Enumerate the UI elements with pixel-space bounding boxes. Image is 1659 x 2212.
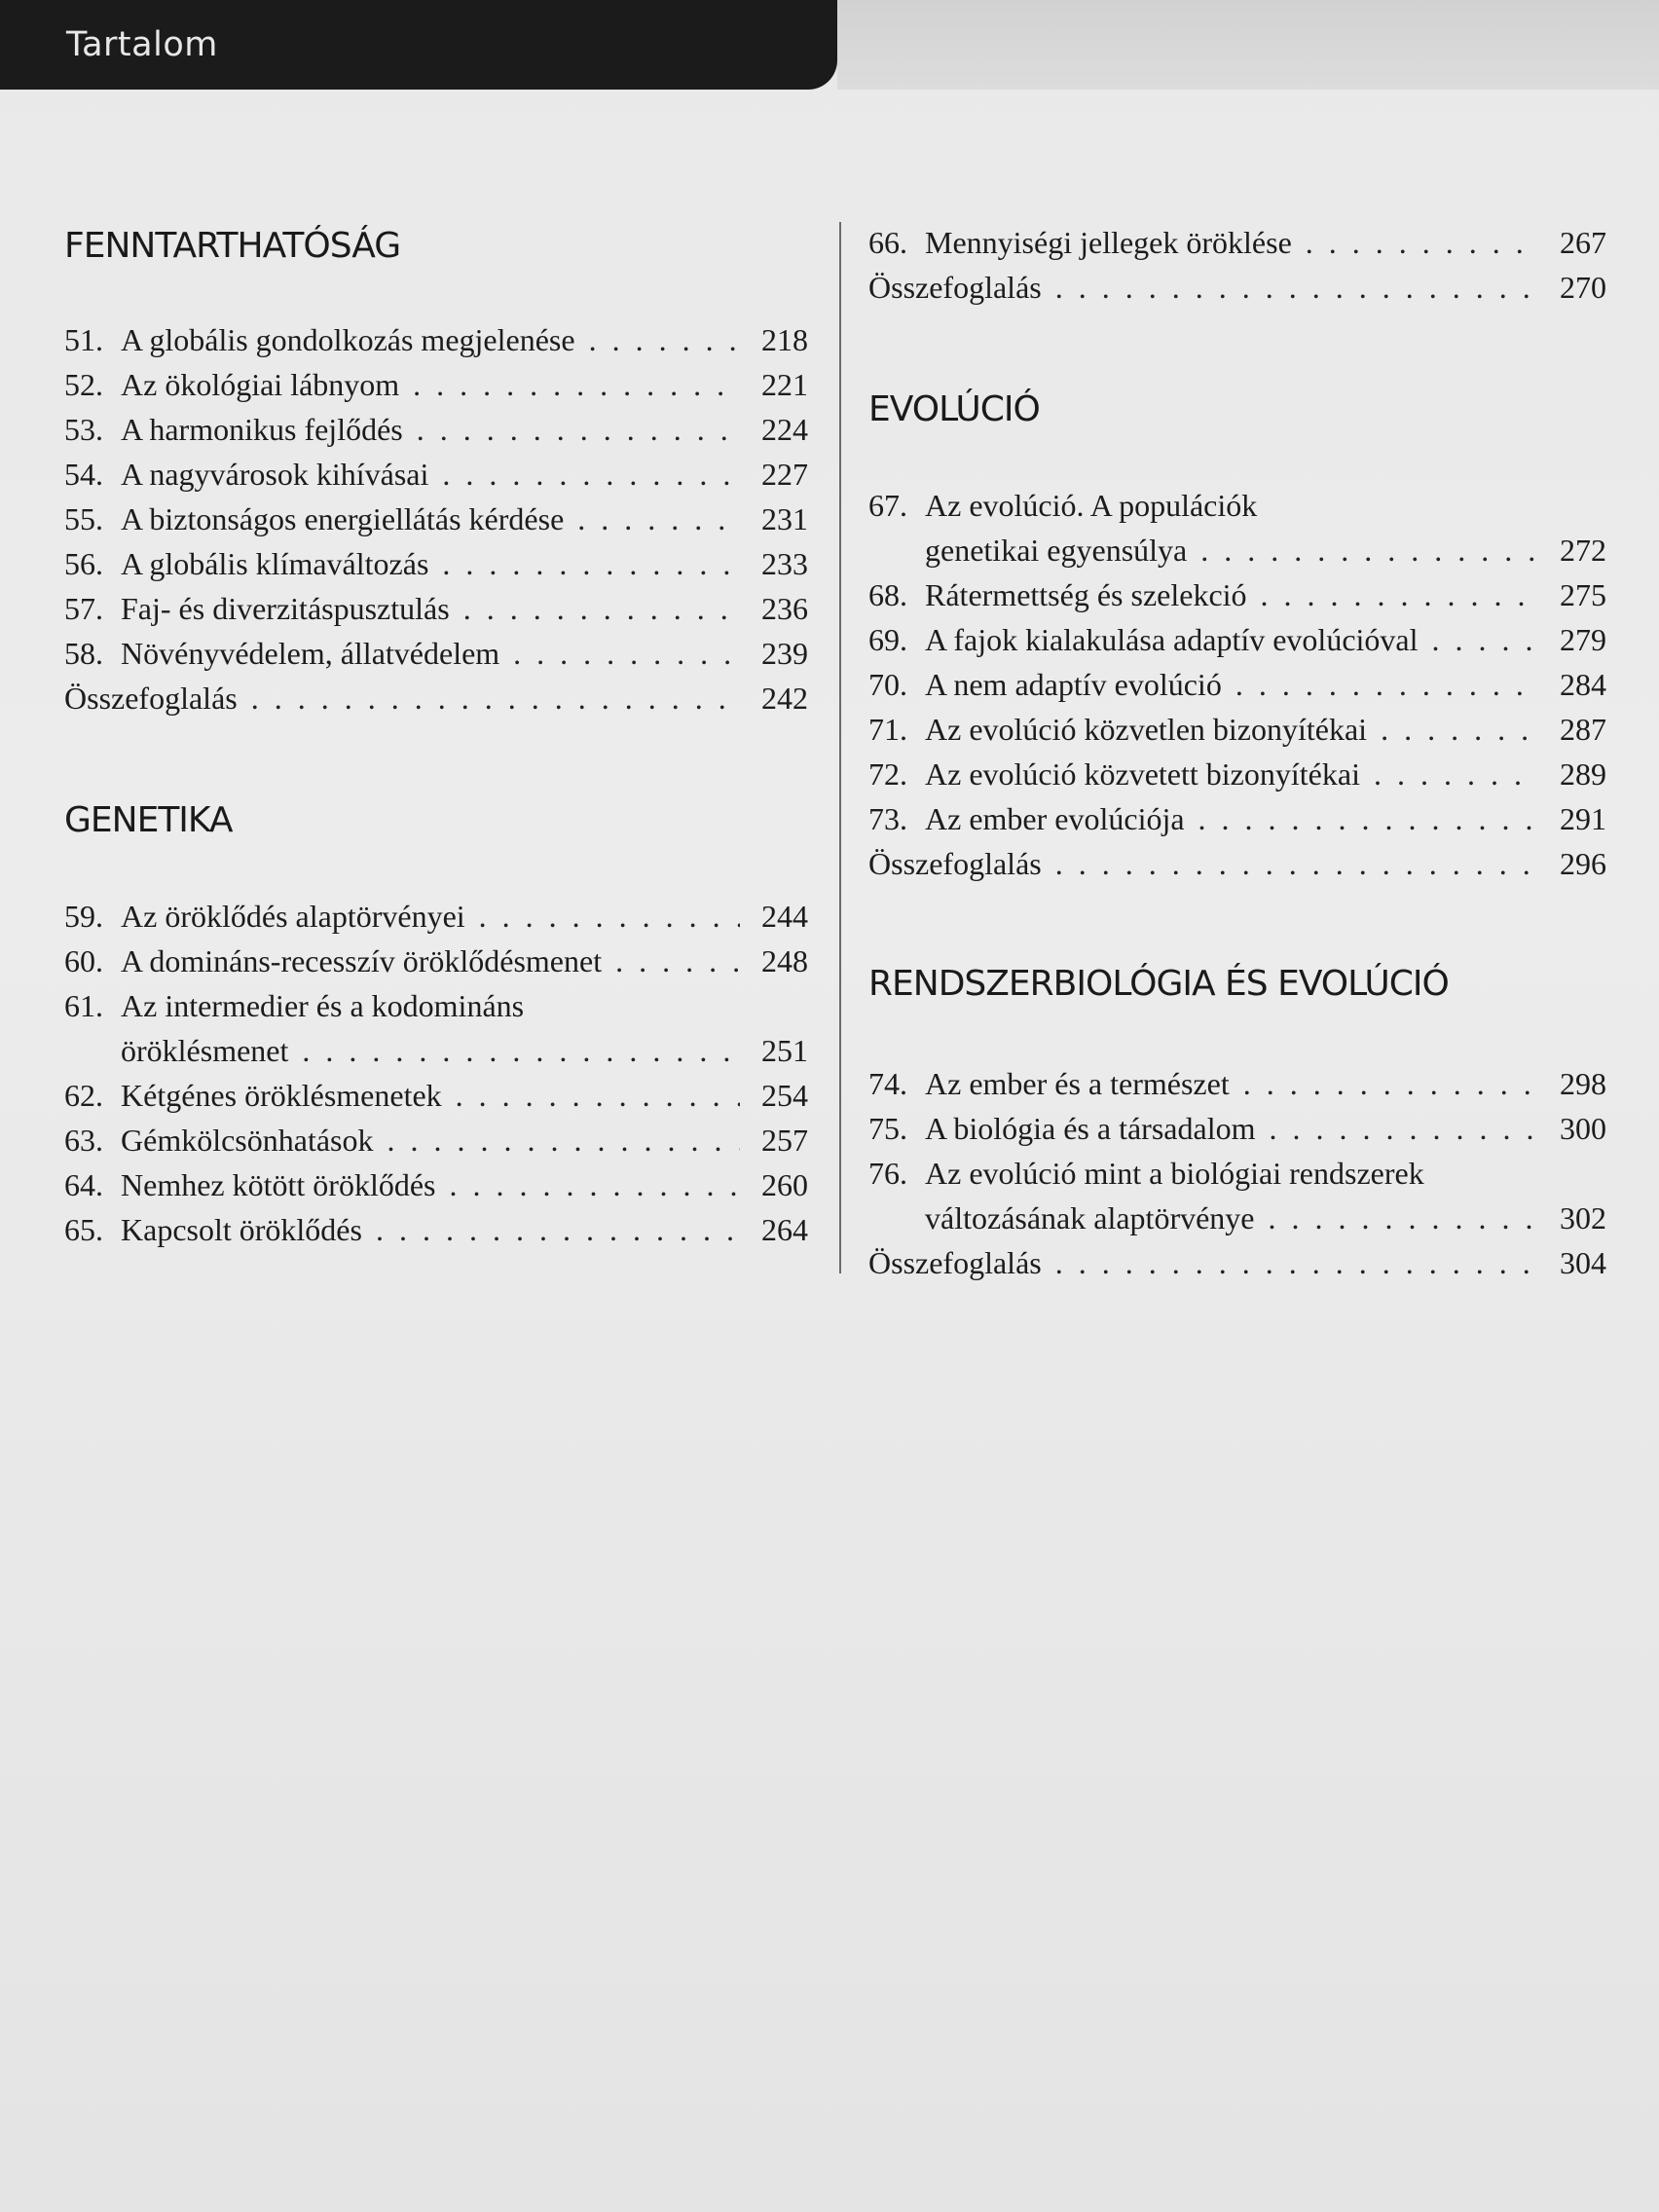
toc-entry-60[interactable]	[64, 939, 808, 983]
entry-title: Rátermettség és szelekció	[925, 577, 1247, 612]
leader-dots	[463, 586, 740, 631]
toc-entry-58[interactable]	[64, 631, 808, 676]
leader-dots	[615, 939, 740, 983]
entry-number: 56.	[64, 546, 103, 581]
toc-entry-summary[interactable]	[868, 1240, 1606, 1285]
entry-title: A nagyvárosok kihívásai	[121, 457, 429, 492]
entry-page: 260	[761, 1167, 808, 1202]
entry-title: A domináns-recesszív öröklődésmenet	[121, 943, 603, 978]
section-title-genetika: GENETIKA	[64, 800, 233, 840]
leader-dots	[1269, 1196, 1539, 1240]
leader-dots	[589, 317, 740, 362]
entry-page: 257	[761, 1123, 808, 1158]
entry-title: Kétgénes öröklésmenetek	[121, 1078, 442, 1113]
leader-dots	[442, 452, 740, 497]
leader-dots	[449, 1162, 740, 1207]
toc-entry-74[interactable]	[868, 1061, 1606, 1106]
header-tab	[0, 0, 837, 90]
toc-entry-54[interactable]	[64, 452, 808, 497]
entry-page: 270	[1560, 270, 1606, 305]
entry-title: Az evolúció közvetett bizonyítékai	[925, 756, 1360, 792]
entry-number: 74.	[868, 1066, 907, 1101]
leader-dots	[1269, 1106, 1538, 1151]
leader-dots	[1432, 617, 1539, 662]
toc-entry-65[interactable]	[64, 1207, 808, 1252]
entry-number: 73.	[868, 801, 907, 836]
entry-title: öröklésmenet	[121, 1033, 289, 1068]
leader-dots	[387, 1118, 741, 1162]
entry-number: 51.	[64, 322, 103, 357]
toc-entry-70[interactable]	[868, 662, 1606, 707]
toc-entry-69[interactable]	[868, 617, 1606, 662]
toc-entry-72[interactable]	[868, 752, 1606, 796]
entry-page: 298	[1560, 1066, 1606, 1101]
leader-dots	[413, 362, 740, 407]
entry-title: Mennyiségi jellegek öröklése	[925, 225, 1292, 260]
toc-entry-summary[interactable]	[868, 265, 1606, 310]
entry-page: 231	[761, 501, 808, 536]
entry-page: 227	[761, 457, 808, 492]
leader-dots	[1055, 841, 1538, 886]
leader-dots	[251, 676, 740, 720]
entry-page: 272	[1560, 533, 1606, 568]
entry-page: 221	[761, 367, 808, 402]
entry-title: Az evolúció közvetlen bizonyítékai	[925, 712, 1368, 747]
leader-dots	[577, 497, 740, 541]
toc-entry-67[interactable]	[868, 483, 1606, 528]
entry-page: 264	[761, 1212, 808, 1247]
entry-number: 61.	[64, 988, 103, 1023]
entry-page: 244	[761, 899, 808, 934]
entry-title: A fajok kialakulása adaptív evolúcióval	[925, 622, 1419, 657]
entry-title: Faj- és diverzitáspusztulás	[121, 591, 450, 626]
toc-entry-75[interactable]	[868, 1106, 1606, 1151]
toc-entry-64[interactable]	[64, 1162, 808, 1207]
header-band	[837, 0, 1659, 90]
leader-dots	[1381, 707, 1538, 752]
leader-dots	[442, 541, 740, 586]
entry-number: 63.	[64, 1123, 103, 1158]
entry-title: Kapcsolt öröklődés	[121, 1212, 362, 1247]
toc-entry-62[interactable]	[64, 1073, 808, 1118]
leader-dots	[456, 1073, 740, 1118]
toc-entry-61-cont[interactable]	[64, 1028, 808, 1073]
section-title-fenntarthatosag: FENNTARTHATÓSÁG	[64, 226, 401, 266]
entry-number: 55.	[64, 501, 103, 536]
entry-title: Az ökológiai lábnyom	[121, 367, 400, 402]
toc-entry-51[interactable]	[64, 317, 808, 362]
toc-entry-71[interactable]	[868, 707, 1606, 752]
toc-entry-53[interactable]	[64, 407, 808, 452]
toc-entry-57[interactable]	[64, 586, 808, 631]
entry-number: 66.	[868, 225, 907, 260]
toc-entry-61[interactable]	[64, 983, 808, 1028]
entry-number: 72.	[868, 756, 907, 792]
entry-number: 60.	[64, 943, 103, 978]
entry-number: 57.	[64, 591, 103, 626]
leader-dots	[1374, 752, 1538, 796]
entry-title: Az öröklődés alaptörvényei	[121, 899, 465, 934]
entry-title: Összefoglalás	[64, 681, 238, 716]
leader-dots	[1200, 528, 1538, 572]
column-divider	[839, 222, 841, 1273]
entry-page: 254	[761, 1078, 808, 1113]
entry-page: 236	[761, 591, 808, 626]
entry-number: 64.	[64, 1167, 103, 1202]
entry-title: Összefoglalás	[868, 270, 1042, 305]
entry-title: Az ember evolúciója	[925, 801, 1185, 836]
entry-page: 289	[1560, 756, 1606, 792]
toc-entry-52[interactable]	[64, 362, 808, 407]
entry-page: 291	[1560, 801, 1606, 836]
entry-page: 242	[761, 681, 808, 716]
entry-page: 300	[1560, 1111, 1606, 1146]
entry-page: 287	[1560, 712, 1606, 747]
entry-title: genetikai egyensúlya	[925, 533, 1188, 568]
page-title: Tartalom	[66, 25, 218, 64]
toc-entry-summary[interactable]	[868, 841, 1606, 886]
entry-title: Nemhez kötött öröklődés	[121, 1167, 436, 1202]
entry-title: változásának alaptörvénye	[925, 1200, 1255, 1235]
toc-entry-76-cont[interactable]	[868, 1196, 1606, 1240]
entry-page: 239	[761, 636, 808, 671]
entry-number: 59.	[64, 899, 103, 934]
leader-dots	[1243, 1061, 1538, 1106]
entry-page: 279	[1560, 622, 1606, 657]
entry-title: A biológia és a társadalom	[925, 1111, 1256, 1146]
leader-dots	[1261, 572, 1538, 617]
entry-page: 248	[761, 943, 808, 978]
entry-title: A globális klímaváltozás	[121, 546, 429, 581]
leader-dots	[1235, 662, 1538, 707]
entry-page: 275	[1560, 577, 1606, 612]
leader-dots	[1306, 220, 1538, 265]
entry-number: 53.	[64, 412, 103, 447]
entry-number: 67.	[868, 488, 907, 523]
toc-entry-55[interactable]	[64, 497, 808, 541]
entry-title: A globális gondolkozás megjelenése	[121, 322, 575, 357]
entry-title: Növényvédelem, állatvédelem	[121, 636, 500, 671]
leader-dots	[479, 894, 740, 939]
entry-page: 296	[1560, 846, 1606, 881]
entry-title: Az intermedier és a kodomináns	[121, 988, 525, 1023]
entry-page: 224	[761, 412, 808, 447]
entry-title: A biztonságos energiellátás kérdése	[121, 501, 565, 536]
toc-entry-66[interactable]	[868, 220, 1606, 265]
entry-number: 75.	[868, 1111, 907, 1146]
entry-page: 284	[1560, 667, 1606, 702]
leader-dots	[1198, 796, 1538, 841]
entry-title: Az evolúció. A populációk	[925, 488, 1258, 523]
toc-entry-63[interactable]	[64, 1118, 808, 1162]
leader-dots	[1055, 1240, 1538, 1285]
entry-title: Az evolúció mint a biológiai rendszerek	[925, 1156, 1424, 1191]
leader-dots	[1055, 265, 1538, 310]
toc-entry-73[interactable]	[868, 796, 1606, 841]
toc-entry-68[interactable]	[868, 572, 1606, 617]
entry-number: 69.	[868, 622, 907, 657]
section-title-rendszerbiologia: RENDSZERBIOLÓGIA ÉS EVOLÚCIÓ	[868, 964, 1449, 1004]
entry-page: 267	[1560, 225, 1606, 260]
entry-number: 58.	[64, 636, 103, 671]
entry-number: 54.	[64, 457, 103, 492]
toc-entry-67-cont[interactable]	[868, 528, 1606, 572]
entry-title: Összefoglalás	[868, 1245, 1042, 1280]
entry-page: 304	[1560, 1245, 1606, 1280]
entry-number: 71.	[868, 712, 907, 747]
entry-title: A nem adaptív evolúció	[925, 667, 1222, 702]
entry-title: Az ember és a természet	[925, 1066, 1230, 1101]
entry-number: 65.	[64, 1212, 103, 1247]
toc-entry-59[interactable]	[64, 894, 808, 939]
leader-dots	[376, 1207, 740, 1252]
entry-number: 68.	[868, 577, 907, 612]
leader-dots	[513, 631, 740, 676]
entry-number: 52.	[64, 367, 103, 402]
entry-page: 218	[761, 322, 808, 357]
toc-entry-76[interactable]	[868, 1151, 1606, 1196]
entry-title: A harmonikus fejlődés	[121, 412, 403, 447]
entry-page: 302	[1560, 1200, 1606, 1235]
entry-number: 62.	[64, 1078, 103, 1113]
entry-title: Összefoglalás	[868, 846, 1042, 881]
leader-dots	[417, 407, 740, 452]
section-title-evolucio: EVOLÚCIÓ	[868, 389, 1040, 429]
entry-number: 76.	[868, 1156, 907, 1191]
leader-dots	[302, 1028, 740, 1073]
entry-page: 251	[761, 1033, 808, 1068]
entry-title: Gémkölcsönhatások	[121, 1123, 374, 1158]
entry-number: 70.	[868, 667, 907, 702]
toc-entry-56[interactable]	[64, 541, 808, 586]
toc-entry-summary[interactable]	[64, 676, 808, 720]
entry-page: 233	[761, 546, 808, 581]
